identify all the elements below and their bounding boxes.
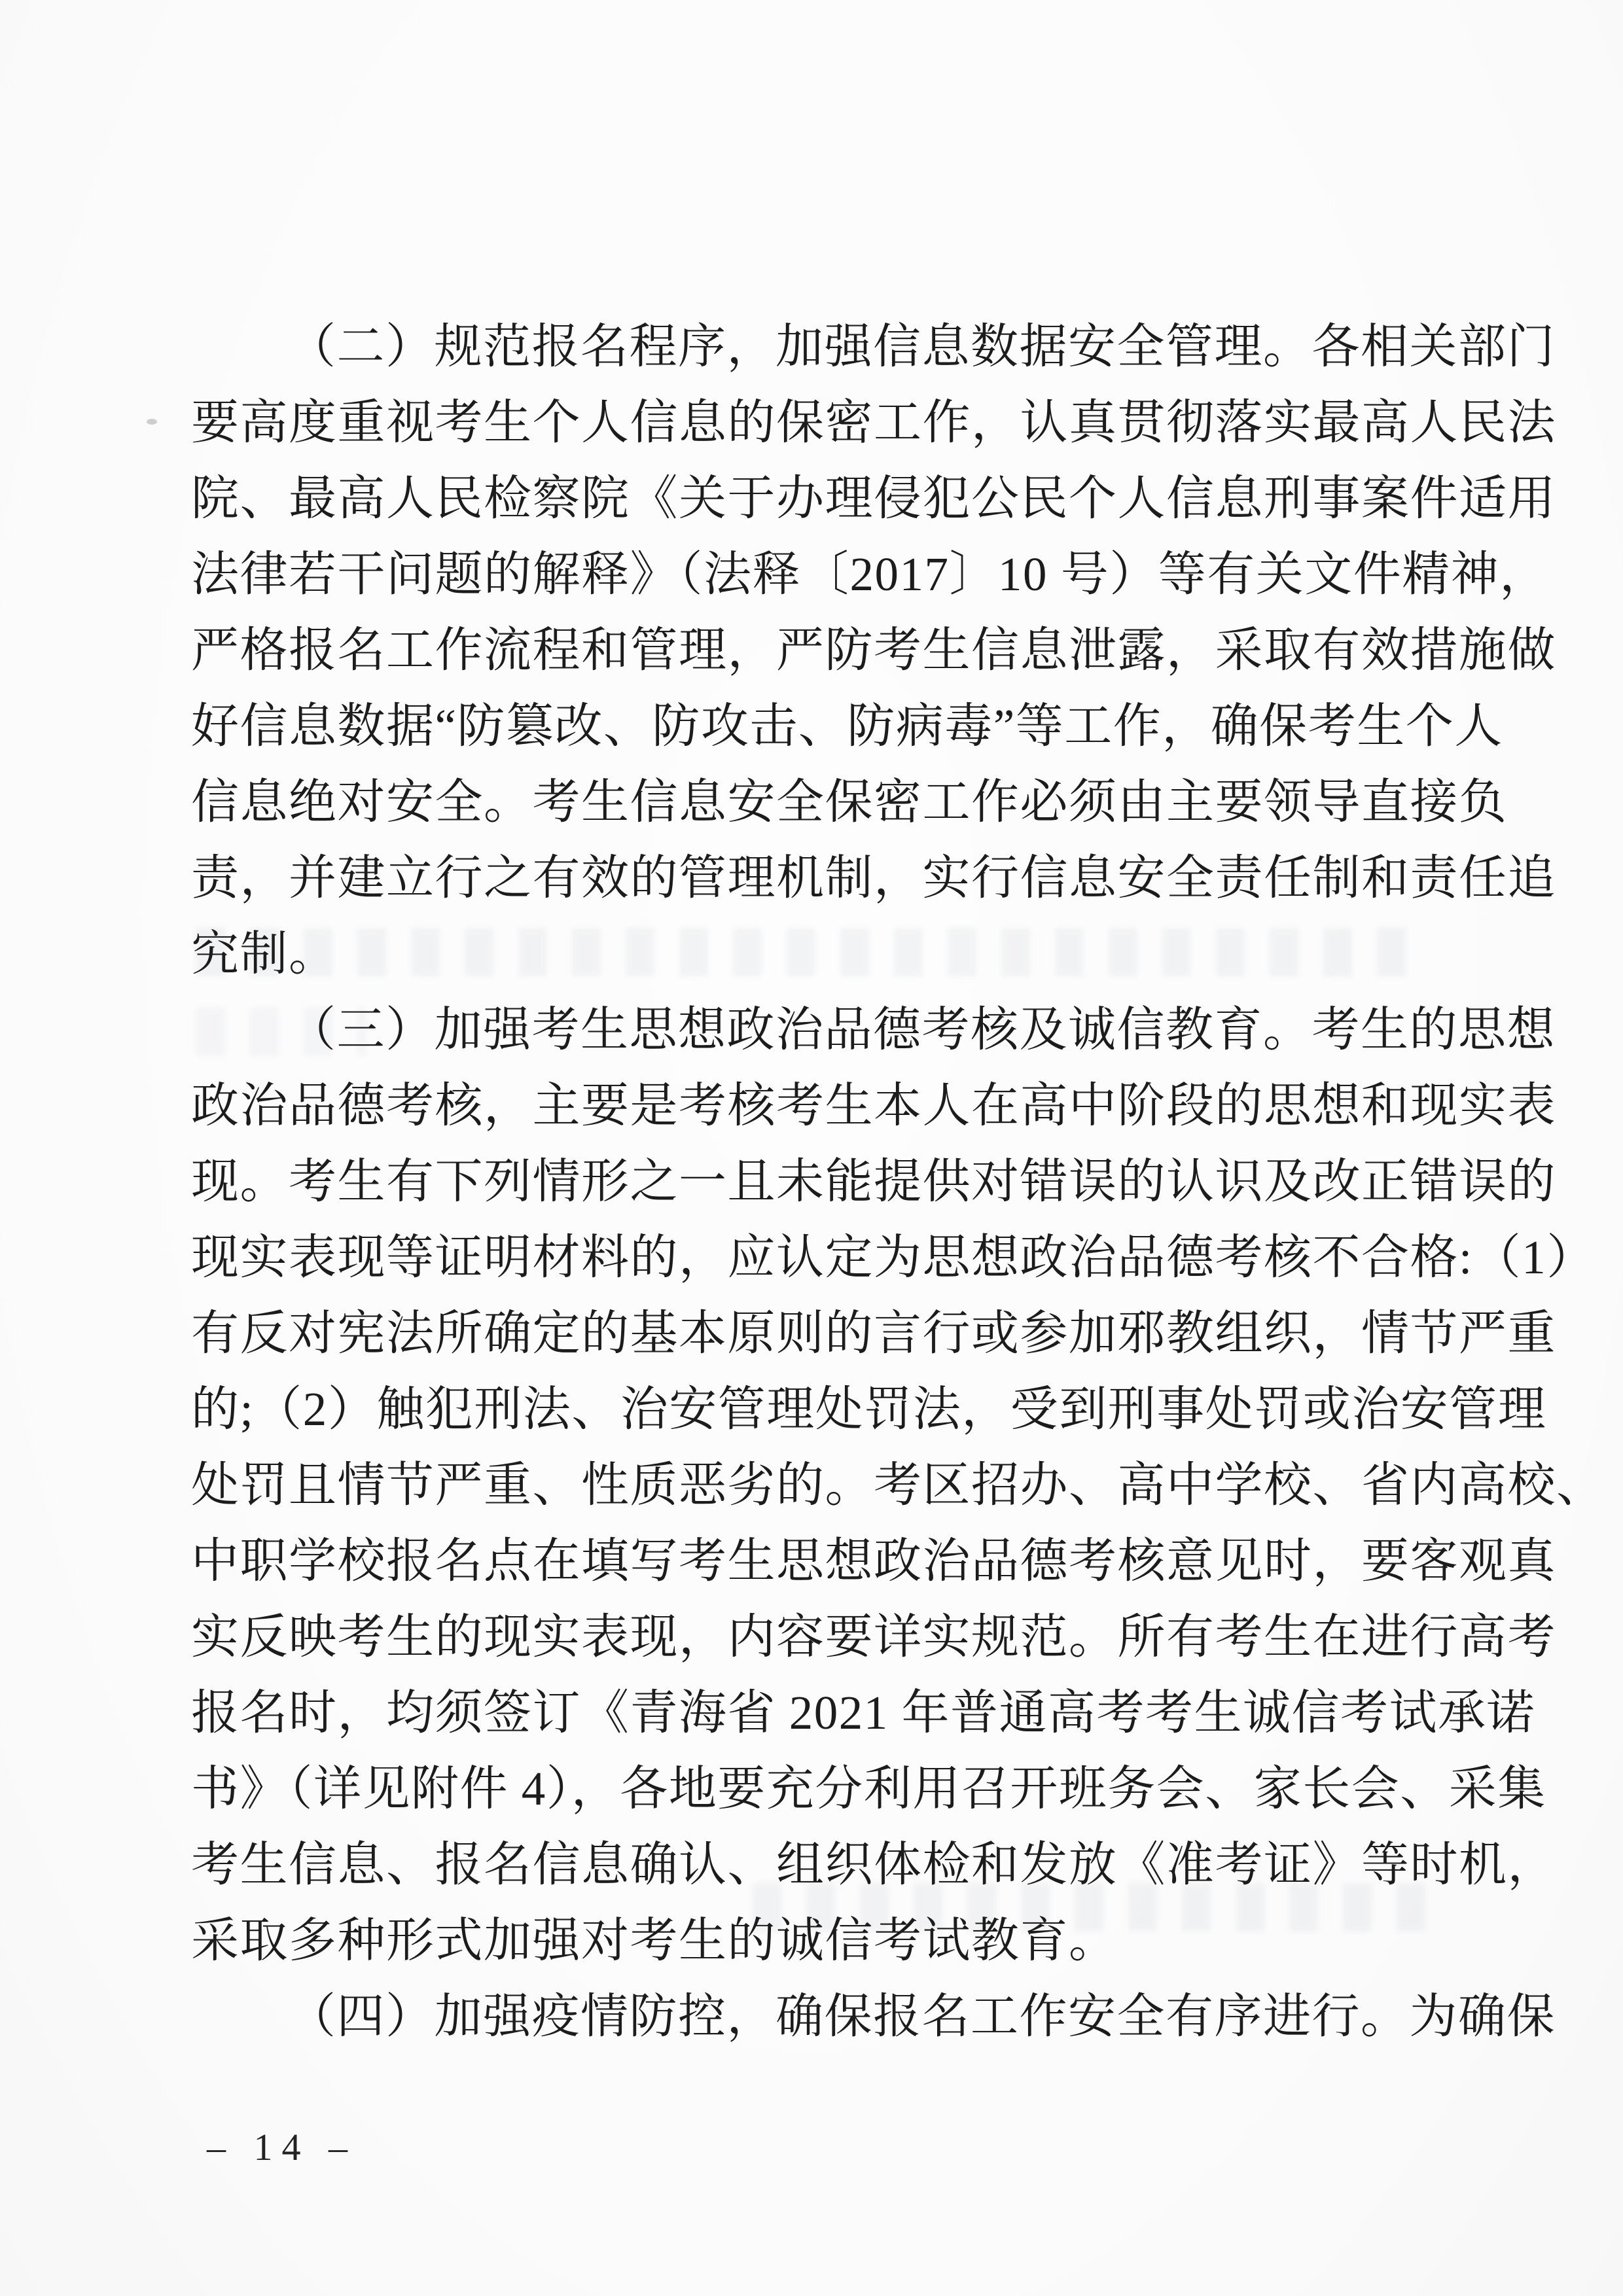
paragraph-section-3	[191, 992, 1605, 1979]
text-line: 严格报名工作流程和管理，严防考生信息泄露，采取有效措施做	[191, 624, 1556, 677]
scan-speck-artifact	[147, 419, 157, 425]
text-line: 现实表现等证明材料的，应认定为思想政治品德考核不合格:（1）	[191, 1231, 1596, 1284]
text-line: （二）规范报名程序，加强信息数据安全管理。各相关部门	[288, 320, 1556, 373]
text-line: 现。考生有下列情形之一且未能提供对错误的认识及改正错误的	[191, 1155, 1556, 1208]
text-line: 院、最高人民检察院《关于办理侵犯公民个人信息刑事案件适用	[191, 472, 1556, 525]
text-line: 书》（详见附件 4），各地要充分利用召开班务会、家长会、采集	[191, 1762, 1546, 1815]
text-line: 处罚且情节严重、性质恶劣的。考区招办、高中学校、省内高校、	[191, 1458, 1605, 1511]
page-number: – 14 –	[207, 2126, 357, 2168]
text-line: 要高度重视考生个人信息的保密工作，认真贯彻落实最高人民法	[191, 396, 1556, 449]
page-footer	[207, 2125, 357, 2169]
text-line: 好信息数据“防篡改、防攻击、防病毒”等工作，确保考生个人	[191, 699, 1503, 752]
text-line: 信息绝对安全。考生信息安全保密工作必须由主要领导直接负	[191, 775, 1508, 828]
text-line: 有反对宪法所确定的基本原则的言行或参加邪教组织，情节严重	[191, 1307, 1556, 1360]
text-line: 责，并建立行之有效的管理机制，实行信息安全责任制和责任追	[191, 851, 1556, 904]
text-line: （四）加强疫情防控，确保报名工作安全有序进行。为确保	[288, 1990, 1556, 2043]
paragraph-section-2	[191, 309, 1556, 992]
text-line: 采取多种形式加强对考生的诚信考试教育。	[191, 1914, 1118, 1967]
text-line: 究制。	[191, 927, 338, 980]
document-body	[191, 309, 1605, 2055]
text-line: 政治品德考核，主要是考核考生本人在高中阶段的思想和现实表	[191, 1079, 1556, 1132]
paragraph-section-4	[191, 1979, 1556, 2055]
text-line: 考生信息、报名信息确认、组织体检和发放《准考证》等时机，	[191, 1838, 1556, 1891]
text-line: 中职学校报名点在填写考生思想政治品德考核意见时，要客观真	[191, 1534, 1556, 1587]
text-line: 的;（2）触犯刑法、治安管理处罚法，受到刑事处罚或治安管理	[191, 1383, 1547, 1436]
text-line: 实反映考生的现实表现，内容要详实规范。所有考生在进行高考	[191, 1610, 1556, 1663]
text-line: 报名时，均须签订《青海省 2021 年普通高考考生诚信考试承诺	[191, 1686, 1535, 1739]
text-line: （三）加强考生思想政治品德考核及诚信教育。考生的思想	[288, 1003, 1556, 1056]
text-line: 法律若干问题的解释》（法释〔2017〕10 号）等有关文件精神，	[191, 548, 1548, 601]
